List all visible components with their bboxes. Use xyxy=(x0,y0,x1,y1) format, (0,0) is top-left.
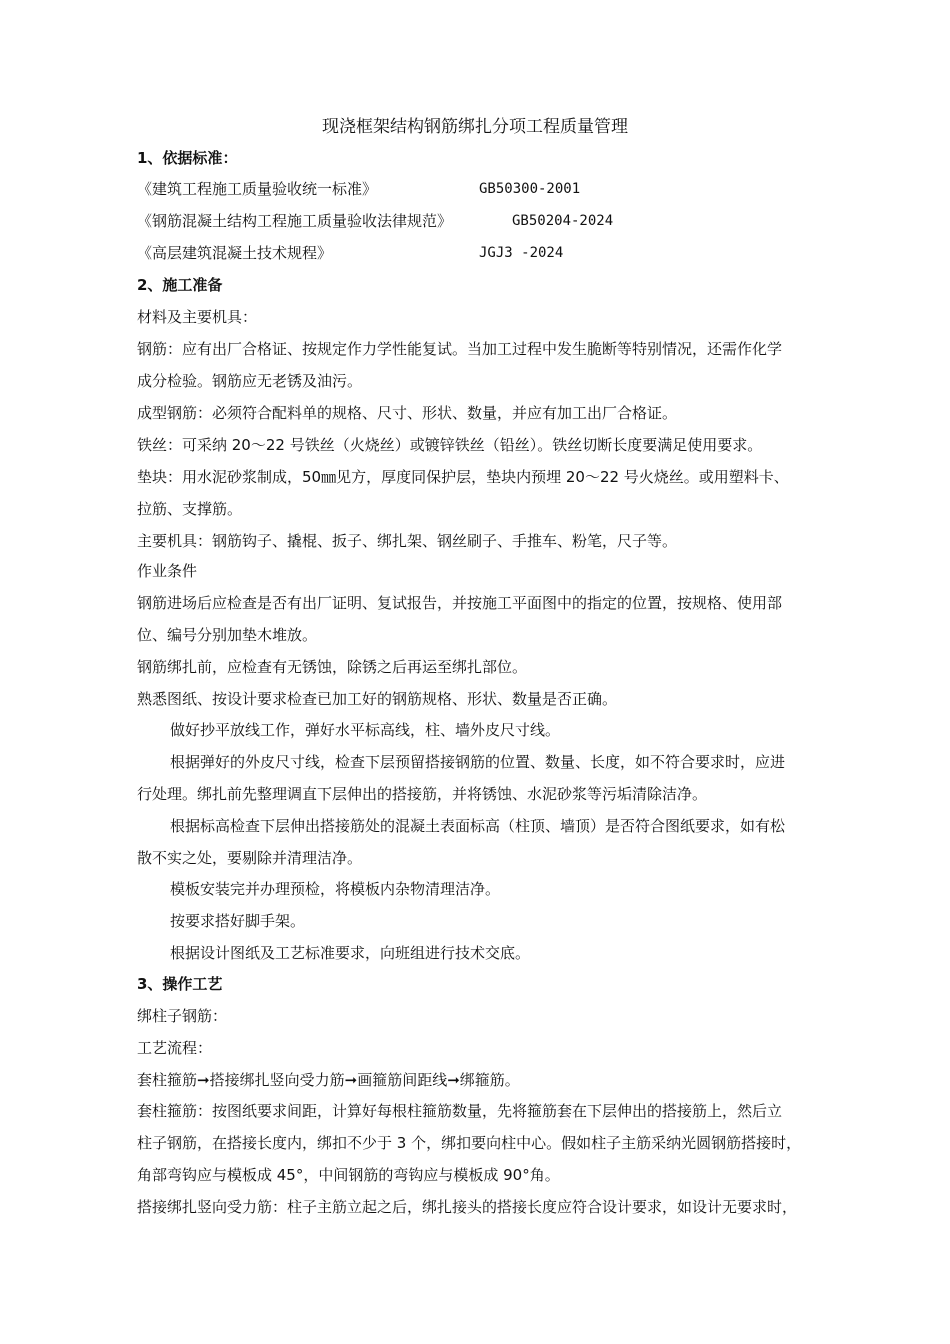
condition-paragraph-line: 行处理。绑扎前先整理调直下层伸出的搭接筋，并将锈蚀、水泥砂浆等污垢清除洁净。 xyxy=(137,785,708,803)
arrow-right-icon: ➞ xyxy=(447,1071,460,1089)
process-flow xyxy=(137,1069,877,1091)
condition-paragraph-line: 位、编号分别加垫木堆放。 xyxy=(137,626,318,644)
condition-paragraph: 做好抄平放线工作，弹好水平标高线，柱、墙外皮尺寸线。 xyxy=(170,721,561,739)
document-title: 现浇框架结构钢筋绑扎分项工程质量管理 xyxy=(322,117,628,137)
section-heading-operation: 3、操作工艺 xyxy=(137,975,223,993)
standard-name: 《高层建筑混凝土技术规程》 xyxy=(137,244,333,262)
block-paragraph-line: 垫块：用水泥砂浆制成，50㎜见方，厚度同保护层，垫块内预埋 20～22 号火烧丝。或用塑料卡、 xyxy=(137,468,789,486)
standard-code: GB50204-2024 xyxy=(512,213,614,229)
standard-name: 《建筑工程施工质量验收统一标准》 xyxy=(137,180,378,198)
condition-paragraph-line: 根据标高检查下层伸出搭接筋处的混凝土表面标高（柱顶、墙顶）是否符合图纸要求，如有松 xyxy=(170,817,786,835)
flow-step: 绑箍筋。 xyxy=(459,1071,520,1089)
formed-rebar-paragraph: 成型钢筋：必须符合配料单的规格、尺寸、形状、数量，并应有加工出厂合格证。 xyxy=(137,404,678,422)
condition-paragraph-line: 钢筋进场后应检查是否有出厂证明、复试报告，并按施工平面图中的指定的位置，按规格、使用部 xyxy=(137,594,783,612)
condition-paragraph: 钢筋绑扎前，应检查有无锈蚀，除锈之后再运至绑扎部位。 xyxy=(137,658,528,676)
condition-paragraph: 按要求搭好脚手架。 xyxy=(170,912,306,930)
section-heading-preparation: 2、施工准备 xyxy=(137,276,223,294)
condition-paragraph-line: 散不实之处，要剔除并清理洁净。 xyxy=(137,849,363,867)
standard-code: GB50300-2001 xyxy=(479,181,581,197)
block-paragraph-line: 拉筋、支撑筋。 xyxy=(137,500,243,518)
conditions-label: 作业条件 xyxy=(137,562,198,580)
flow-step: 搭接绑扎竖向受力筋 xyxy=(209,1071,345,1089)
process-flow-label: 工艺流程： xyxy=(137,1039,213,1057)
condition-paragraph-line: 根据弹好的外皮尺寸线，检查下层预留搭接钢筋的位置、数量、长度，如不符合要求时，应进 xyxy=(170,753,786,771)
condition-paragraph: 熟悉图纸、按设计要求检查已加工好的钢筋规格、形状、数量是否正确。 xyxy=(137,690,618,708)
condition-paragraph: 根据设计图纸及工艺标准要求，向班组进行技术交底。 xyxy=(170,944,531,962)
stirrup-paragraph-line: 套柱箍筋：按图纸要求间距，计算好每根柱箍筋数量，先将箍筋套在下层伸出的搭接筋上，然后立 xyxy=(137,1102,783,1120)
lap-paragraph-line: 搭接绑扎竖向受力筋：柱子主筋立起之后，绑扎接头的搭接长度应符合设计要求，如设计无要求时， xyxy=(137,1198,798,1216)
standard-code: JGJ3 -2024 xyxy=(479,245,564,261)
stirrup-paragraph-line: 柱子钢筋，在搭接长度内，绑扣不少于 3 个，绑扣要向柱中心。假如柱子主筋采纳光圆钢筋搭接时， xyxy=(137,1134,802,1152)
arrow-right-icon: ➞ xyxy=(344,1071,358,1089)
tools-paragraph: 主要机具：钢筋钩子、撬棍、扳子、绑扎架、钢丝刷子、手推车、粉笔，尺子等。 xyxy=(137,532,678,550)
flow-step: 套柱箍筋 xyxy=(137,1071,198,1089)
column-rebar-label: 绑柱子钢筋： xyxy=(137,1007,228,1025)
condition-paragraph: 模板安装完并办理预检，将模板内杂物清理洁净。 xyxy=(170,880,501,898)
rebar-paragraph-line: 钢筋：应有出厂合格证、按规定作力学性能复试。当加工过程中发生脆断等特别情况，还需作化学 xyxy=(137,340,783,358)
section-heading-standards: 1、依据标准： xyxy=(137,149,238,167)
standard-name: 《钢筋混凝土结构工程施工质量验收法律规范》 xyxy=(137,212,453,230)
materials-label: 材料及主要机具： xyxy=(137,308,258,326)
flow-step: 画箍筋间距线 xyxy=(357,1071,448,1089)
rebar-paragraph-line: 成分检验。钢筋应无老锈及油污。 xyxy=(137,372,363,390)
arrow-right-icon: ➞ xyxy=(197,1071,210,1089)
stirrup-paragraph-line: 角部弯钩应与模板成 45°，中间钢筋的弯钩应与模板成 90°角。 xyxy=(137,1166,560,1184)
wire-paragraph: 铁丝：可采纳 20～22 号铁丝（火烧丝）或镀锌铁丝（铅丝）。铁丝切断长度要满足使用要求。 xyxy=(137,436,763,454)
